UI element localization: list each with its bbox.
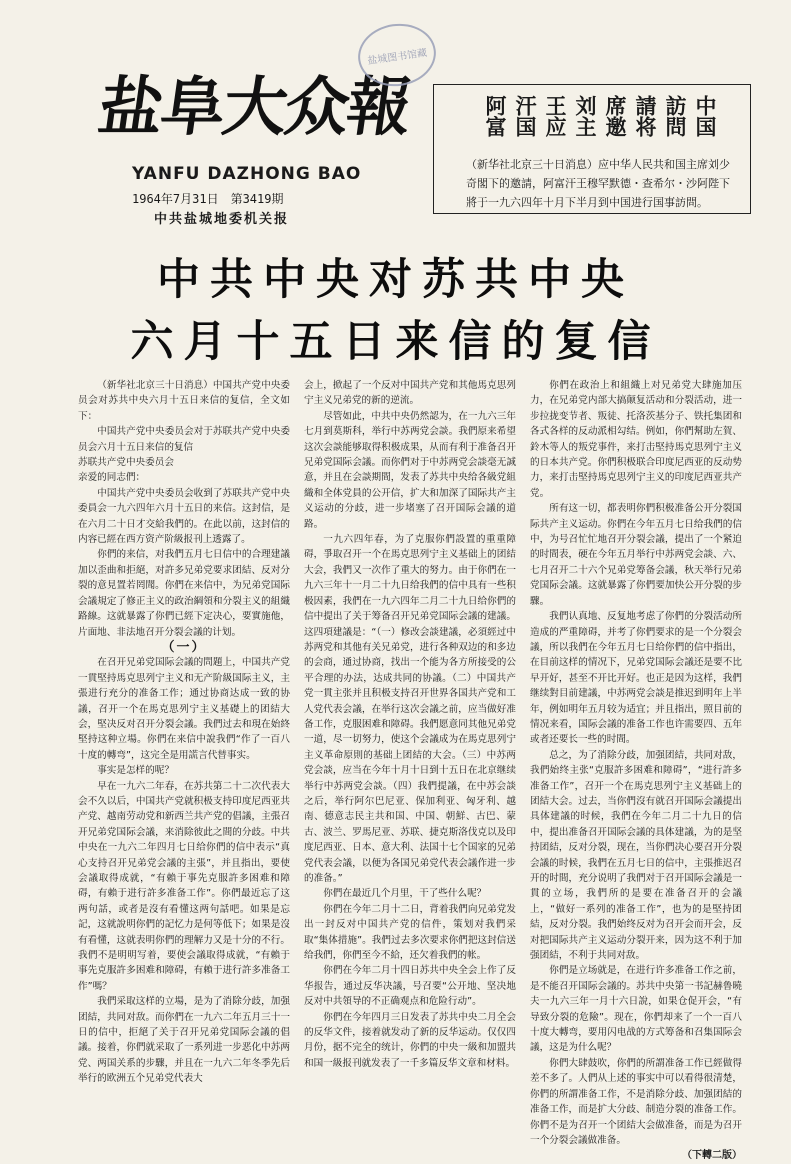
article-paragraph: 你們在最近几个月里，干了些什么呢？ xyxy=(323,888,487,900)
article-paragraph: 我們认真地、反复地考虑了你們的分裂活动所造成的严重障碍，并考了你們要求的是一个分裂会議，所以我們在今年五月七日给你們的信中指出，在目前这样的情况下，兄弟党国际会議还是要不比早开好，甚至不开比开好。也正是因为这样，我們继续對目前建議，中苏两党会談是推迟到明年上半年，例如明年五月较为适宜；并且指出，照目前的情况来看，国际会議的准备工作也许需要四、五年或者还要长一些的时間。 xyxy=(530,611,742,746)
main-headline-line2: 六月十五日来信的复信 xyxy=(130,317,661,367)
headline-col: 訪問 xyxy=(663,95,688,137)
stamp-text: 盐城图书馆藏 xyxy=(366,47,428,67)
masthead-title: 盐阜大众報 xyxy=(93,70,415,145)
news-box-headline xyxy=(434,85,750,139)
article-paragraph: 一九六四年春，为了克服你們設置的重重障碍，爭取召开一个在馬克思列宁主义基础上的团結大会，我們又一次作了重大的努力。由于你們在一九六三年十一月二十九日给我們的信中具有一些积极因素，我們在一九六四年二月二十九日给你們的信中提出了关于筹备召开兄弟党国际会議的建議。这四項建議是：“（一）修改会談建議，必須經过中苏两党和其他有关兄弟党，进行各种双边的和多边的会商，通过协商，找出一个能为各方所接受的公平合理的办法，达成共同的协議。（二）中国共产党一貫主张并且积极支持召开世界各国共产党和工人党代表会議，在举行这次会議之前，应当做好准备工作，克服困难和障碍。我們愿意同其他兄弟党一道，尽一切努力，使这个会議成为在馬克思列宁主义革命原則的基础上团結的大会。（三）中苏两党会談，应当在今年十月十日到十五日在北京继续举行中苏两党会談。（四）我們提議，在中苏会談之后，举行阿尔巴尼亚、保加利亚、匈牙利、越南、德意志民主共和国、中国、朝鮮、古巴、蒙古、波兰、罗馬尼亚、苏联、捷克斯洛伐克以及印度尼西亚、日本、意大利、法国十七个国家的兄弟党代表会議，以便为各国兄弟党代表会議作进一步的准备。” xyxy=(304,534,516,884)
news-box-body: （新华社北京三十日消息）应中华人民共和国主席刘少奇閣下的邀請，阿富汗王穆罕默德・查希尔・沙阿陛下將于一九六四年十月下半月到中国进行国事訪問。 xyxy=(466,158,730,209)
headline-col: 王应 xyxy=(543,95,568,137)
article-paragraph: 会上，掀起了一个反对中国共产党和其他馬克思列宁主义兄弟党的新的逆流。 xyxy=(304,380,516,407)
article-paragraph: 你們在今年四月三日发表了苏共中央二月全会的反华文件，接着就发动了新的反华运动。仅仅四月份，据不完全的统计，你們的中央一級和加盟共和国一級报刊就发表了一千多篇反华文章和材料。 xyxy=(304,1011,516,1069)
headline-col: 席邀 xyxy=(603,95,628,137)
article-paragraph: 中国共产党中央委员会收到了苏联共产党中央委員会一九六四年六月十五日的来信。这封信，是在六月二十日才交給我們的。在此以前，这封信的内容已經在西方资产阶級报刊上透露了。 xyxy=(78,487,290,546)
article-paragraph: 苏联共产党中央委员会 xyxy=(78,457,174,469)
article-paragraph: （新华社北京三十日消息）中国共产党中央委员会对苏共中央六月十五日来信的复信，全文如下： xyxy=(78,380,290,422)
article-paragraph: 你們的来信，对我們五月七日信中的合理建議加以歪曲和拒絕，对許多兄弟党要求团結、反对分裂的意見置若罔聞。你們在来信中，为兄弟党国际会議規定了修正主义的政治綱領和分裂主义的組織路線。这就暴露了你們已經下定决心，要實施他，片面地、非法地召开分裂会議的计划。 xyxy=(78,549,290,638)
headline-col: 阿富 xyxy=(483,95,508,137)
article-paragraph: 亲爱的同志們： xyxy=(78,472,146,484)
article-paragraph: 尽管如此，中共中央仍然認为，在一九六三年七月到莫斯科，举行中苏两党会談。我們原来希望这次会談能够取得积极成果，从而有利于准备召开兄弟党国际会議。而你們对于中苏两党会談毫无誠意，并且在会談期間，发表了苏共中央给各級党組織和全体党員的公开信，扩大和加深了国际共产主义运动的分歧，进一步堵塞了召开国际会議的道路。 xyxy=(304,410,516,530)
masthead-pinyin: YANFU DAZHONG BAO xyxy=(132,164,362,184)
masthead-org: 中共盐城地委机关报 xyxy=(154,212,290,227)
article-paragraph: 在召开兄弟党国际会議的問題上，中国共产党一貫堅持馬克思列宁主义和无产阶級国际主义，主張进行充分的准备工作；通过协商达成一致的协議，召开一个在馬克思列宁主义基礎上的团結大会，堅决反对召开分裂会議。我們过去和現在始終堅持这种立場。你們在来信中說我們“作了一百八十度的轉弯”，这完全是用謊言代替事实。 xyxy=(78,657,290,761)
article-paragraph: 你們在政治上和組織上对兄弟党大肆施加压力，在兄弟党内部大搞颠复活动和分裂活动，进一步拉拢变节者、叛徒、托洛茨基分子、铁托集团和各式各样的反动派相勾结。例如，你們幫助左賀、鈴木等人的叛党事件，来打击堅持馬克思列宁主义的日本共产党。你們积极联合印度尼西亚的反动势力，来打击堅持馬克思列宁主义的印度尼西亚共产党。 xyxy=(530,380,742,499)
news-box xyxy=(433,84,751,214)
article-paragraph: 事实是怎样的呢？ xyxy=(97,765,174,777)
headline-col: 刘主 xyxy=(573,95,598,137)
headline-col: 請将 xyxy=(633,95,658,137)
headline-col: 中国 xyxy=(693,95,718,137)
article-paragraph: 你們在今年二月十四日苏共中央全会上作了反华报告，通过反华决議，号召要“公开地、坚决地反对中共領导的不正确观点和危险行动”。 xyxy=(304,965,516,1008)
masthead-issue: 1964年7月31日 第3419期 xyxy=(132,192,284,206)
article-column-3 xyxy=(530,378,742,1162)
article-paragraph: 你們是立场就是，在进行许多准备工作之前，是不能召开国际会議的。苏共中央第一书記赫鲁曉夫一九六三年一月十六日說，如果仓促开会，“有导致分裂的危險”。现在，你們却来了一个一百八十度大轉弯，要用闪电战的方式筹备和召集国际会議，这是为什么呢？ xyxy=(530,965,742,1054)
article-paragraph: 早在一九六二年春，在苏共第二十二次代表大会不久以后，中国共产党就积极支持印度尼西亚共产党、越南劳动党和新西兰共产党的倡議，主張召开兄弟党国际会議，来消除彼此之間的分歧。中共中央在一九六二年四月七日给你們的信中表示“真心支持召开兄弟党会議的主張”，并且指出，要使会議取得成就，“有賴于事先克服許多困难和障碍，有賴于进行許多准备工作”。你們最近忘了这两句話，或者是沒有看懂这两句話吧。如果是忘記，这就說明你們的記忆力是何等低下；如果是沒有看懂，这就表明你們的理解力又是十分的不行。我們不是明明写着，要使会議取得成就，“有賴于事先克服許多困难和障碍，有賴于进行許多准备工作”嗎？ xyxy=(78,780,290,992)
headline-col: 汗国 xyxy=(513,95,538,137)
main-headline-line1: 中共中央对苏共中央 xyxy=(157,255,634,305)
section-heading: （一） xyxy=(161,639,207,655)
article-columns xyxy=(78,378,742,1162)
article-paragraph: 我們采取这样的立場，是为了消除分歧，加强团結，共同对敌。而你們在一九六二年五月三十一日的信中，拒絕了关于召开兄弟党国际会議的倡議。接着，你們就采取了一系列进一步恶化中苏两党、两国关系的步驟，并且在一九六二年冬季先后举行的欧洲五个兄弟党代表大 xyxy=(78,996,290,1085)
article-column-2 xyxy=(304,378,516,1138)
article-paragraph: 所有这一切，都表明你們积极准备公开分裂国际共产主义运动。你們在今年五月七日给我們的信中，为号召忙忙地召开分裂会議，提出了一个紧迫的时間表，硬在今年五月举行中苏两党会談、六、七月召开二十六个兄弟党筹备会議，秋天举行兄弟党国际会議。这就暴露了你們要加快公开分裂的步驟。 xyxy=(530,503,742,607)
article-paragraph: 你們大肆鼓吹，你們的所謂准备工作已經做得差不多了。人們从上述的事实中可以看得很清楚，你們的所謂准备工作，不是消除分歧、加强团結的准备工作，而是扩大分歧、制造分裂的准备工作。你們不是为召开一个团結大会做准备，而是为召开一个分裂会議做准备。 xyxy=(530,1057,742,1146)
article-paragraph: 总之，为了消除分歧，加强团結，共同对敌，我們始终主张“克服許多困难和障碍”，“进行許多准备工作”，召开一个在馬克思列宁主义基础上的团結大会。过去，当你們沒有就召开国际会議提出具体建議的时候，我們在今年二月二十九日的信中，提出准备召开国际会議的具体建議，为的是坚持团結，反对分裂，现在，当你們决心要召开分裂会議的时候，我們在五月七日的信中，主張推迟召开的时間，充分说明了我們对于召开国际会議是一貫的立场，我們所的是要在准备召开的会議上，“做好一系列的准备工作”，也为的是堅持团結，反对分裂。我們始终反对为召开会而开会，反对把国际共产主义运动分裂开来，因为这不利于加强团結，不利于共同对敌。 xyxy=(530,749,742,962)
continued-note: （下轉二版） xyxy=(682,1150,742,1162)
article-column-1 xyxy=(78,378,290,1138)
article-paragraph: 中国共产党中央委员会对于苏联共产党中央委员会六月十五日来信的复信 xyxy=(78,426,290,453)
article-paragraph: 你們在今年二月十二日，背着我們向兄弟党发出一封反对中国共产党的信件，策划对我們采取“集体措施”。我們过去多次要求你們把这封信送给我們，你們至今不給，还欠着我們的帐。 xyxy=(304,903,516,962)
